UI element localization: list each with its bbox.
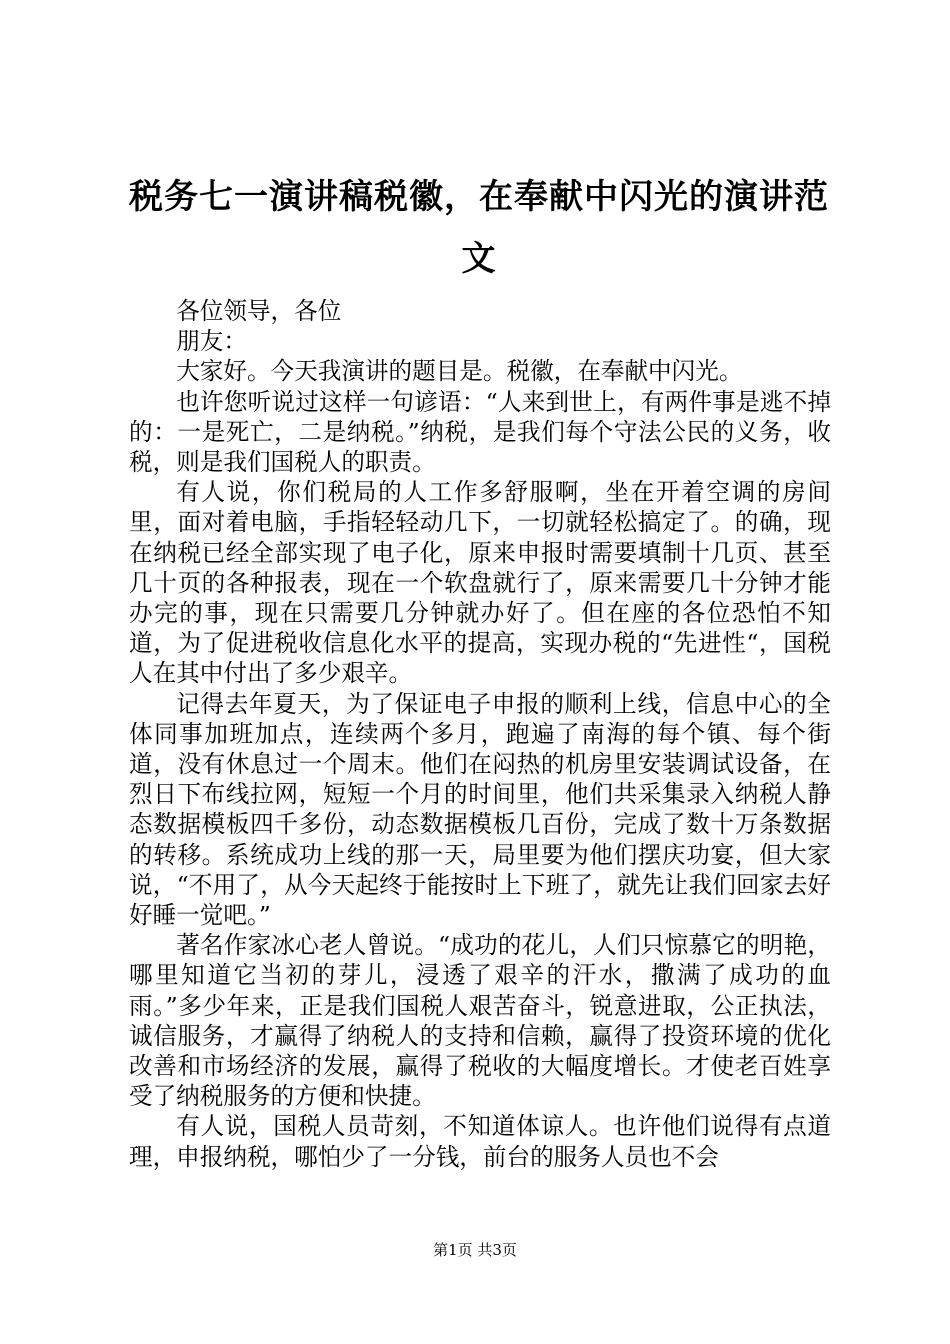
document-title: 税务七一演讲稿税徽，在奉献中闪光的演讲范文 [129,177,829,279]
paragraph-bingxin-quote: 著名作家冰心老人曾说。“成功的花儿，人们只惊慕它的明艳，哪里知道它当初的芽儿，浸透了艰辛的汗水，撒满了成功的血雨。”多少年来，正是我们国税人艰苦奋斗，锐意进取，公正执法，诚信服务，才赢得了纳税人的支持和信赖，赢得了投资环境的优化改善和市场经济的发展，赢得了税收的大幅度增长。才使老百姓享受了纳税服务的方便和快捷。 [129,931,831,1111]
page-indicator: 第1页 共3页 [433,1241,517,1259]
document-body [129,296,831,1172]
paragraph-comfort-misconception: 有人说，你们税局的人工作多舒服啊，坐在开着空调的房间里，面对着电脑，手指轻轻动几下，一切就轻松搞定了。的确，现在纳税已经全部实现了电子化，原来申报时需要填制十几页、甚至几十页的各种报表，现在一个软盘就行了，原来需要几十分钟才能办完的事，现在只需要几分钟就办好了。但在座的各位恐怕不知道，为了促进税收信息化水平的提高，实现办税的“先进性“，国税人在其中付出了多少艰辛。 [129,478,831,688]
paragraph-strictness: 有人说，国税人员苛刻，不知道体谅人。也许他们说得有点道理，申报纳税，哪怕少了一分钱，前台的服务人员也不会 [129,1112,831,1171]
paragraph-greeting-2: 朋友： [176,327,247,356]
paragraph-greeting-1: 各位领导，各位 [176,297,342,325]
paragraph-opening: 大家好。今天我演讲的题目是。税徽，在奉献中闪光。 [176,357,743,386]
paragraph-last-summer: 记得去年夏天，为了保证电子申报的顺利上线，信息中心的全体同事加班加点，连续两个多月，跑遍了南海的每个镇、每个街道，没有休息过一个周末。他们在闷热的机房里安装调试设备，在烈日下布线拉网，短短一个月的时间里，他们共采集录入纳税人静态数据模板四千多份，动态数据模板几百份，完成了数十万条数据的转移。系统成功上线的那一天，局里要为他们摆庆功宴，但大家说，“不用了，从今天起终于能按时上下班了，就先让我们回家去好好睡一觉吧。” [129,689,831,930]
paragraph-proverb: 也许您听说过这样一句谚语：“人来到世上，有两件事是逃不掉的：一是死亡，二是纳税。”纳税，是我们每个守法公民的义务，收税，则是我们国税人的职责。 [129,387,831,477]
page-footer [0,1240,950,1260]
